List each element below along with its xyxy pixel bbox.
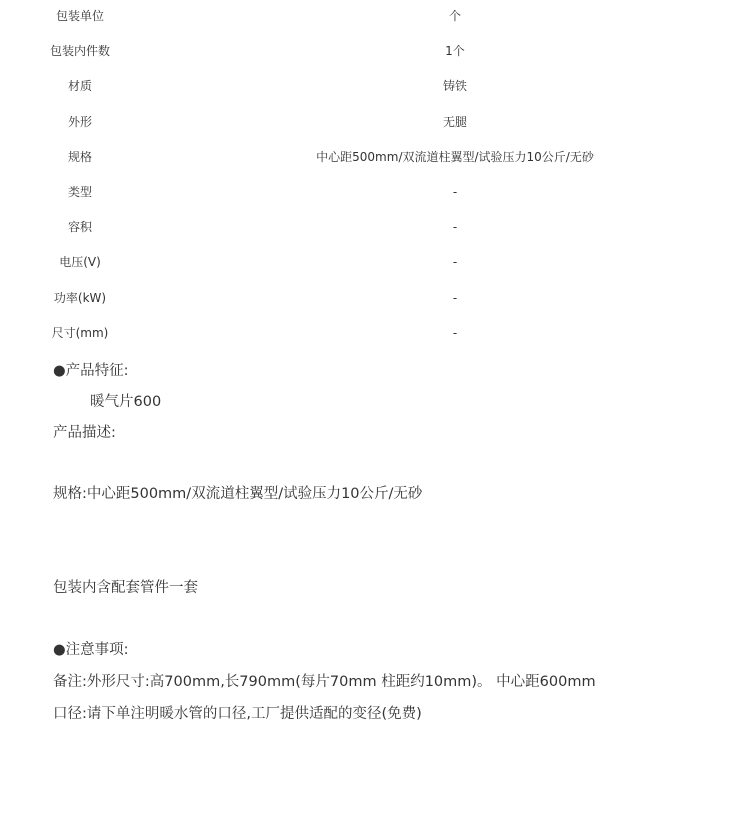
package-contents-line: 包装内含配套管件一套 [53,580,198,596]
spec-row [0,70,750,105]
spec-value: - [452,220,458,235]
spec-value: 无腿 [442,114,467,129]
features-heading: ●产品特征: [53,363,129,379]
spec-value: 个 [448,9,461,23]
description-spec-line: 规格:中心距500mm/双流道柱翼型/试验压力10公斤/无砂 [53,486,423,502]
feature-item: 暖气片600 [90,394,162,410]
spec-key: 电压(V) [59,255,101,270]
spec-value: 中心距500mm/双流道柱翼型/试验压力10公斤/无砂 [316,149,594,164]
notes-caliber-line: 口径:请下单注明暖水管的口径,工厂提供适配的变径(免费) [53,706,422,722]
spec-key: 外形 [67,114,92,129]
spec-row [0,35,750,70]
spec-key: 材质 [67,79,92,94]
spec-row [0,176,750,211]
notes-remark-line: 备注:外形尺寸:高700mm,长790mm(每片70mm 柱距约10mm)。 中心距600mm [53,674,596,690]
spec-row [0,246,750,281]
spec-value: - [452,325,458,340]
spec-key: 尺寸(mm) [51,325,109,340]
spec-key: 容积 [67,220,92,235]
description-heading: 产品描述: [53,425,116,441]
notes-heading: ●注意事项: [53,642,129,658]
spec-row [0,317,750,352]
spec-row [0,141,750,176]
spec-key: 包装内件数 [49,44,110,59]
spec-row [0,106,750,141]
spec-value: 1个 [445,44,465,59]
spec-key: 规格 [67,149,92,164]
spec-key: 类型 [67,184,92,199]
spec-value: - [452,255,458,270]
spec-row [0,211,750,246]
spec-key: 包装单位 [55,9,104,23]
spec-value: - [452,290,458,305]
spec-row [0,0,750,35]
spec-table [0,0,750,352]
spec-key: 功率(kW) [53,290,107,305]
spec-row [0,282,750,317]
spec-value: 铸铁 [442,79,467,94]
spec-value: - [452,184,458,199]
